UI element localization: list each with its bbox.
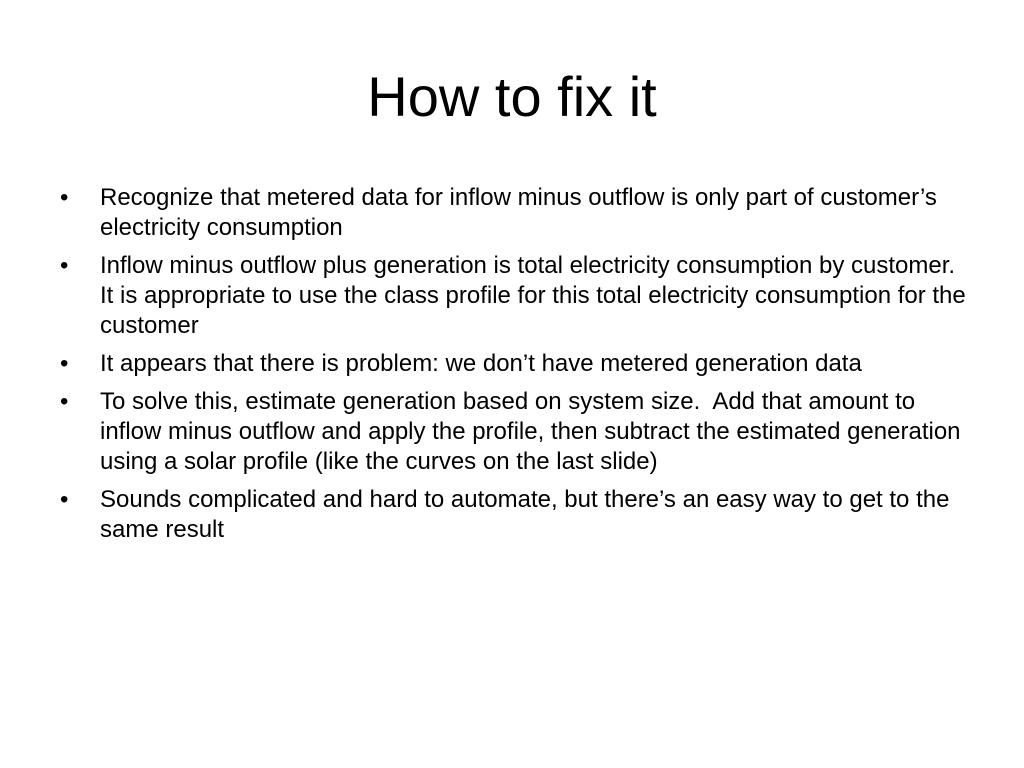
slide-title: How to fix it: [367, 65, 657, 128]
bullet-item: [52, 387, 972, 477]
bullet-text: It appears that there is problem: we don’t have metered generation data: [100, 350, 862, 377]
bullet-item: [52, 485, 972, 545]
bullet-dot-icon: •: [60, 252, 69, 279]
bullet-dot-icon: •: [60, 184, 69, 211]
bullet-text: To solve this, estimate generation based on system size. Add that amount to inflow minus outflow and apply the profile, then subtract the estimated generation using a solar profile (like the curves on the last slide): [100, 388, 968, 475]
bullet-dot-icon: •: [60, 350, 69, 377]
bullet-dot-icon: •: [60, 388, 69, 415]
bullet-list: [52, 183, 972, 553]
bullet-dot-icon: •: [60, 486, 69, 513]
bullet-text: Inflow minus outflow plus generation is total electricity consumption by customer. It is appropriate to use the class profile for this total electricity consumption for the customer: [100, 252, 973, 339]
bullet-item: [52, 349, 972, 379]
bullet-item: [52, 183, 972, 243]
bullet-text: Sounds complicated and hard to automate, but there’s an easy way to get to the same result: [100, 486, 957, 543]
bullet-item: [52, 251, 972, 341]
bullet-text: Recognize that metered data for inflow minus outflow is only part of customer’s electricity consumption: [100, 184, 944, 241]
